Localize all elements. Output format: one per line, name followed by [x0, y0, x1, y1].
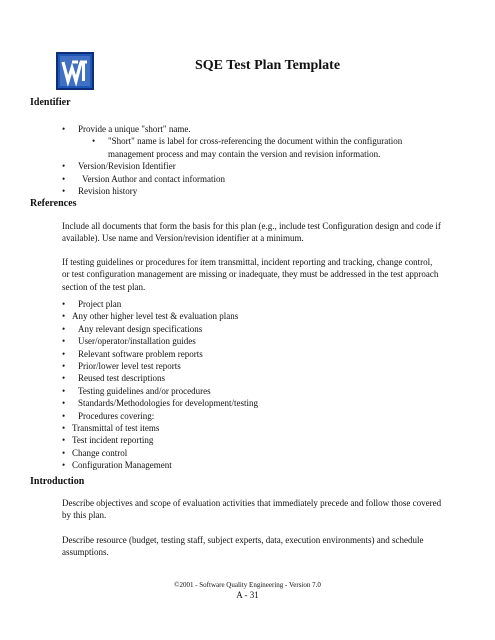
introduction-paragraph: Describe objectives and scope of evaluation activities that immediately precede and follow those covered by this plan.: [62, 498, 442, 521]
list-item: • Testing guidelines and/or procedures: [62, 385, 258, 397]
footer-copyright: ©2001 - Software Quality Engineering - Version 7.0: [174, 581, 321, 589]
introduction-paragraph: Describe resource (budget, testing staff, subject experts, data, execution environments) and schedule assumptions.: [62, 535, 424, 558]
list-item: • Procedures covering:: [62, 410, 258, 422]
list-item: • Relevant software problem reports: [62, 348, 258, 360]
list-item: • Any other higher level test & evaluation plans: [62, 310, 258, 322]
page-title: SQE Test Plan Template: [194, 58, 341, 73]
list-item: • Test incident reporting: [62, 434, 258, 446]
section-heading-introduction: Introduction: [30, 476, 85, 487]
references-paragraph: If testing guidelines or procedures for item transmittal, incident reporting and tracking, change control, or test configuration management are missing or inadequate, they must be addressed in the test approach section of the test plan.: [62, 257, 439, 292]
list-item: • Change control: [62, 447, 258, 459]
list-item: • User/operator/installation guides: [62, 335, 258, 347]
list-item: • Any relevant design specifications: [62, 323, 258, 335]
list-item: • Project plan: [62, 298, 258, 310]
references-list: [62, 298, 258, 472]
identifier-list: [62, 123, 447, 197]
list-item: • Transmittal of test items: [62, 422, 258, 434]
list-item: • Reused test descriptions: [62, 372, 258, 384]
section-heading-identifier: Identifier: [30, 97, 71, 108]
list-item: • Version Author and contact information: [62, 173, 447, 185]
list-item: • Revision history: [62, 185, 447, 197]
list-item: • Provide a unique "short" name.: [62, 123, 447, 135]
list-item: • Configuration Management: [62, 459, 258, 471]
list-item: • Version/Revision Identifier: [62, 160, 447, 172]
list-item: • "Short" name is label for cross-referencing the document within the configuration management process and may contain the version and revision information.: [92, 135, 447, 160]
references-paragraph: Include all documents that form the basis for this plan (e.g., include test Configuration design and code if available). Use name and Version/revision identifier at a minimum.: [62, 221, 441, 244]
list-item: • Prior/lower level test reports: [62, 360, 258, 372]
list-item: • Standards/Methodologies for development/testing: [62, 397, 258, 409]
page-number: A - 31: [236, 590, 259, 600]
section-heading-references: References: [30, 198, 77, 209]
